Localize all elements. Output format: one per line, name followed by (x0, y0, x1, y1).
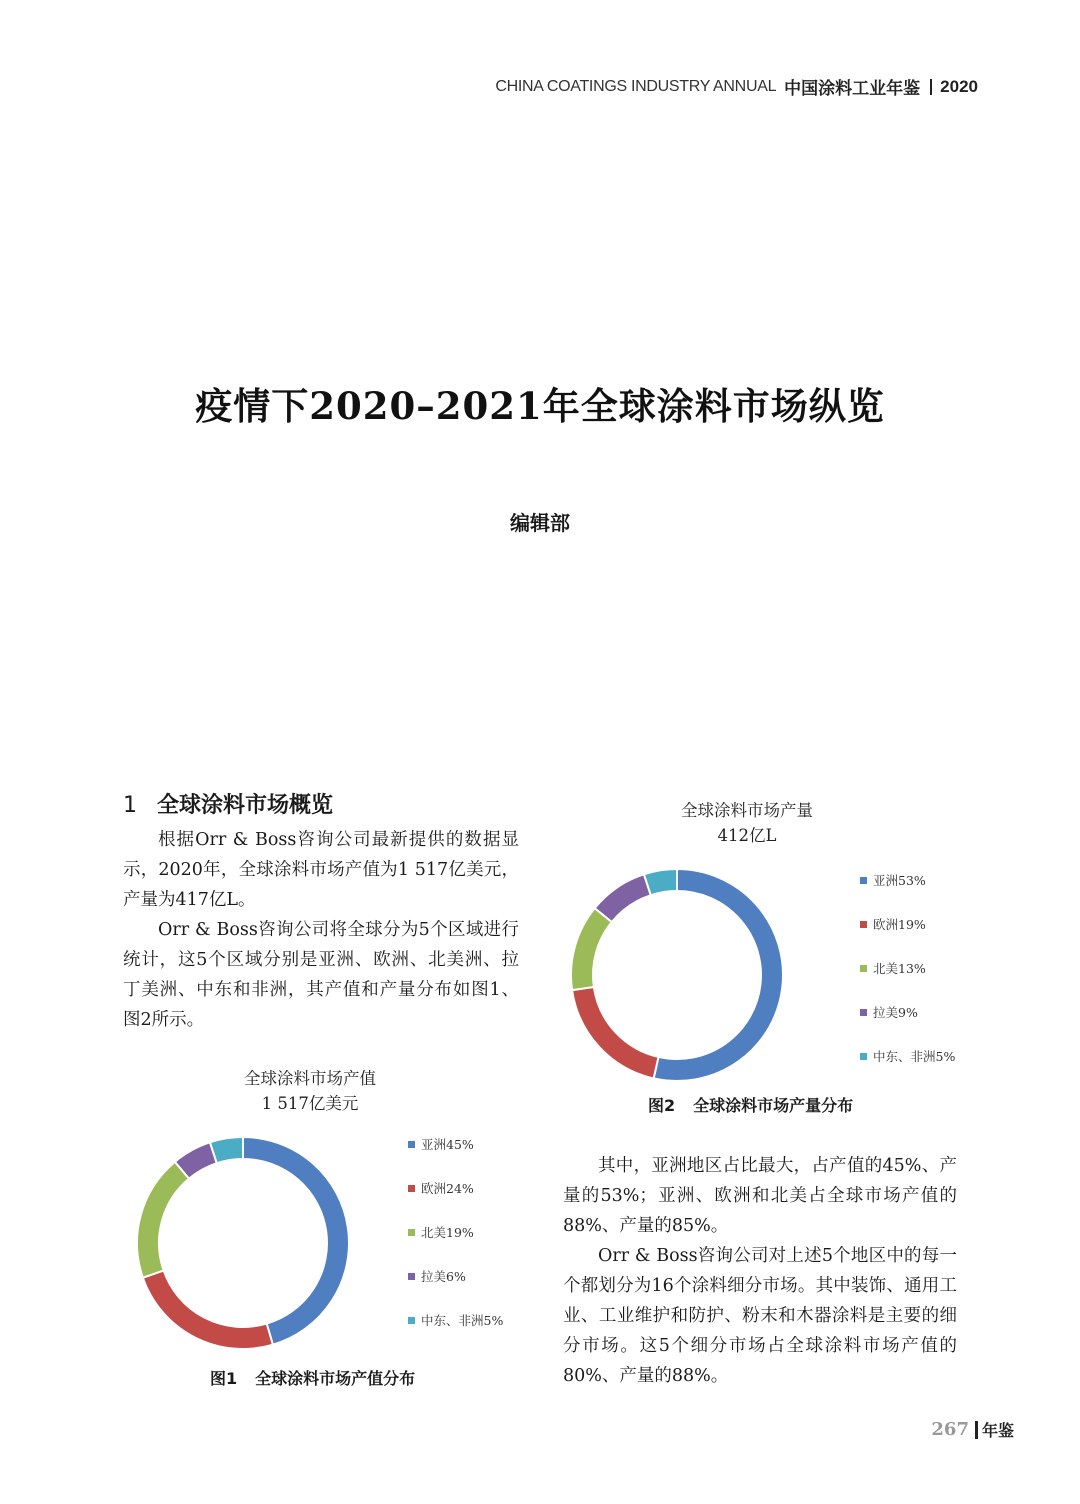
donut-slice-2 (143, 1270, 273, 1349)
chart-2-title-block (597, 798, 897, 848)
footer-divider (975, 1421, 978, 1439)
legend-label: 亚洲53% (873, 873, 926, 888)
legend-item (860, 1034, 955, 1078)
legend-swatch (860, 877, 867, 884)
chart-1-donut (128, 1128, 358, 1358)
legend-label: 欧洲24% (421, 1181, 474, 1196)
donut-slice-3 (137, 1162, 189, 1278)
donut-slice-5 (210, 1137, 243, 1163)
legend-swatch (408, 1317, 415, 1324)
page-number: 267 (931, 1419, 969, 1440)
legend-item (408, 1166, 503, 1210)
legend-swatch (860, 1009, 867, 1016)
header-divider (930, 79, 932, 95)
legend-label: 拉美6% (421, 1269, 466, 1284)
legend-item (860, 858, 955, 902)
section-title: 全球涂料市场概览 (157, 793, 334, 818)
legend-label: 北美19% (421, 1225, 474, 1240)
paragraph: 根据Orr & Boss咨询公司最新提供的数据显示，2020年，全球涂料市场产值为1 517亿美元，产量为417亿L。 (123, 830, 519, 910)
legend-item (408, 1122, 503, 1166)
chart-2-caption (648, 1093, 853, 1116)
legend-item (860, 946, 955, 990)
chart-1-caption (210, 1366, 415, 1389)
chart-1-title: 全球涂料市场产值 (244, 1069, 376, 1088)
chart-1-legend (408, 1122, 503, 1342)
legend-item (860, 990, 955, 1034)
legend-item (860, 902, 955, 946)
donut-slice-3 (571, 908, 612, 990)
section-heading (123, 788, 333, 819)
legend-swatch (408, 1185, 415, 1192)
chart-2-title: 全球涂料市场产量 (681, 801, 813, 820)
legend-swatch (408, 1141, 415, 1148)
legend-swatch (408, 1229, 415, 1236)
donut-slice-4 (595, 874, 651, 922)
article-author: 编辑部 (510, 511, 570, 535)
paragraph: Orr & Boss咨询公司将全球分为5个区域进行统计，这5个区域分别是亚洲、欧洲、北美洲、拉丁美洲、中东和非洲，其产值和产量分布如图1、图2所示。 (123, 920, 519, 1030)
article-title: 疫情下2020–2021年全球涂料市场纵览 (195, 384, 885, 428)
legend-label: 北美13% (873, 961, 926, 976)
legend-swatch (860, 965, 867, 972)
chart-1-caption-text: 全球涂料市场产值分布 (255, 1369, 416, 1388)
page-footer (931, 1418, 1014, 1441)
chart-2-legend (860, 858, 955, 1078)
chart-1-figure-number: 图1 (210, 1369, 238, 1388)
legend-label: 中东、非洲5% (421, 1313, 504, 1328)
donut-slice-5 (644, 869, 677, 895)
legend-swatch (860, 921, 867, 928)
legend-item (408, 1254, 503, 1298)
legend-label: 中东、非洲5% (873, 1049, 956, 1064)
donut-slice-2 (572, 987, 658, 1078)
publication-name-cn: 中国涂料工业年鉴 (784, 79, 921, 98)
chart-1-title-block (160, 1066, 460, 1116)
legend-label: 拉美9% (873, 1005, 918, 1020)
footer-label: 年鉴 (981, 1421, 1014, 1440)
legend-swatch (408, 1273, 415, 1280)
chart-2-caption-text: 全球涂料市场产量分布 (693, 1096, 854, 1115)
chart-2-figure-number: 图2 (648, 1096, 676, 1115)
legend-item (408, 1210, 503, 1254)
paragraph: Orr & Boss咨询公司对上述5个地区中的每一个都划分为16个涂料细分市场。其中装饰、通用工业、工业维护和防护、粉末和木器涂料是主要的细分市场。这5个细分市场占全球涂料市场产值的80%、产量的88%。 (563, 1246, 957, 1386)
chart-1-subtitle: 1 517亿美元 (261, 1094, 359, 1113)
section-number: 1 (123, 793, 137, 818)
legend-item (408, 1298, 503, 1342)
publication-year: 2020 (940, 76, 978, 96)
donut-slice-1 (654, 869, 783, 1081)
publication-name-en: CHINA COATINGS INDUSTRY ANNUAL (495, 77, 777, 95)
donut-slice-1 (243, 1137, 349, 1345)
paragraph: 其中，亚洲地区占比最大，占产值的45%、产量的53%；亚洲、欧洲和北美占全球市场产值的88%、产量的85%。 (563, 1156, 957, 1236)
running-header (495, 74, 978, 99)
legend-label: 欧洲19% (873, 917, 926, 932)
chart-2-subtitle: 412亿L (717, 826, 777, 845)
legend-swatch (860, 1053, 867, 1060)
legend-label: 亚洲45% (421, 1137, 474, 1152)
chart-2-donut (562, 860, 792, 1090)
